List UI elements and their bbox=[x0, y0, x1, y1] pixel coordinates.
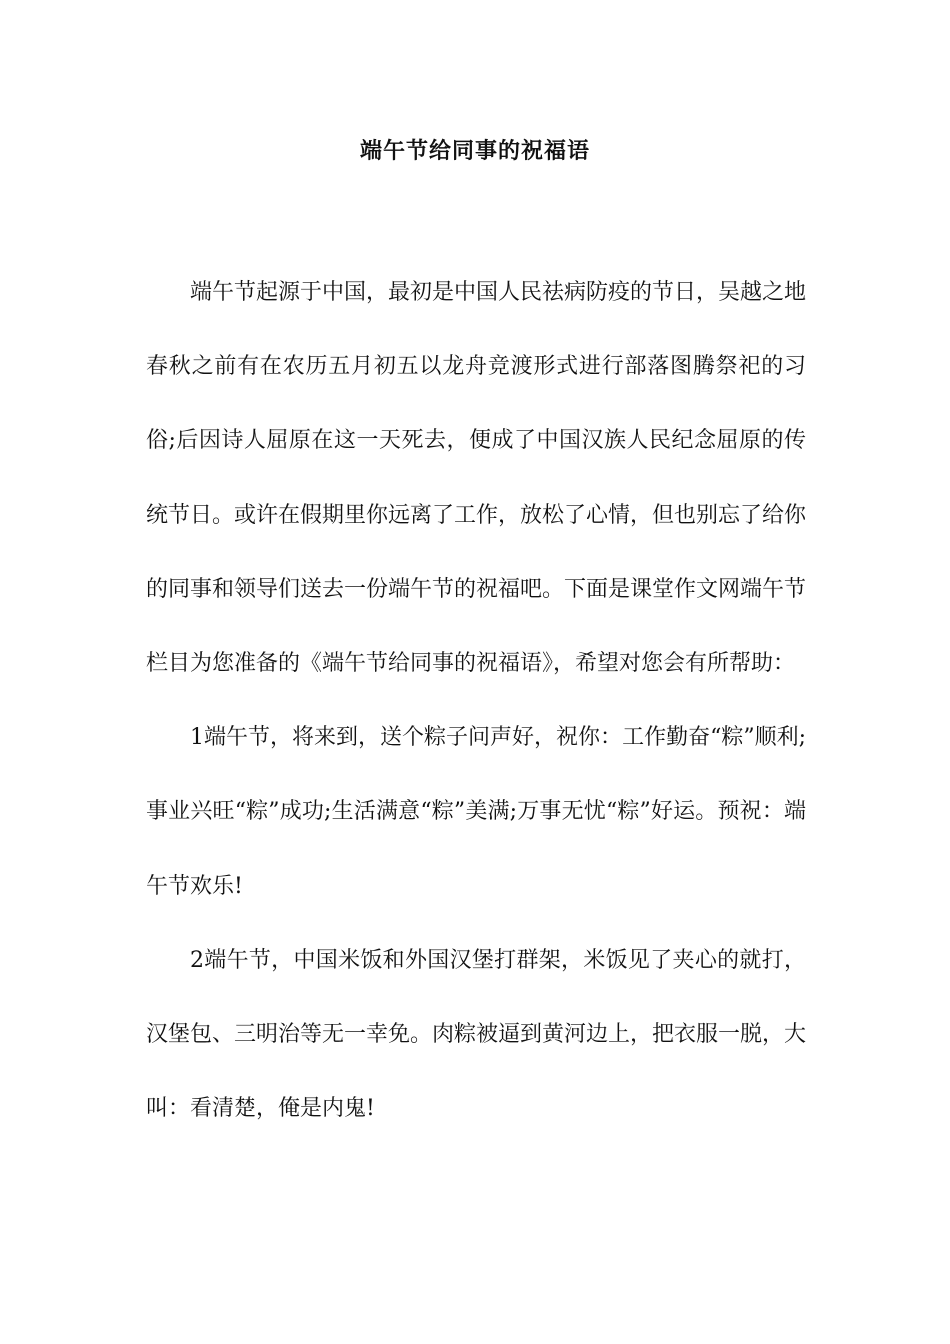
paragraph-greeting-1: 1端午节，将来到，送个粽子问声好，祝你：工作勤奋“粽”顺利;事业兴旺“粽”成功;生活满意“粽”美满;万事无忧“粽”好运。预祝：端午节欢乐! bbox=[146, 725, 806, 899]
paragraph-intro: 端午节起源于中国，最初是中国人民祛病防疫的节日，吴越之地春秋之前有在农历五月初五以龙舟竞渡形式进行部落图腾祭祀的习俗;后因诗人屈原在这一天死去，便成了中国汉族人民纪念屈原的传统节日。或许在假期里你远离了工作，放松了心情，但也别忘了给你的同事和领导们送去一份端午节的祝福吧。下面是课堂作文网端午节栏目为您准备的《端午节给同事的祝福语》，希望对您会有所帮助： bbox=[146, 280, 807, 677]
document-title: 端午节给同事的祝福语 bbox=[359, 139, 590, 164]
paragraph-greeting-2: 2端午节，中国米饭和外国汉堡打群架，米饭见了夹心的就打，汉堡包、三明治等无一幸免。肉粽被逼到黄河边上，把衣服一脱，大叫：看清楚，俺是内鬼! bbox=[146, 947, 807, 1122]
document-body bbox=[146, 256, 806, 1146]
